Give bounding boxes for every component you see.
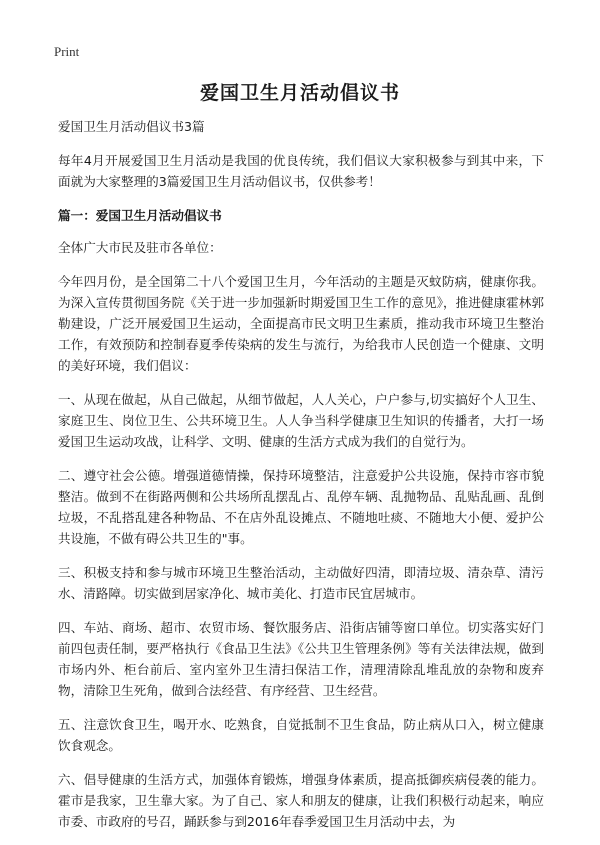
body-paragraph: 三、积极支持和参与城市环境卫生整治活动，主动做好四清，即清垃圾、清杂草、清污水、清路障。切实做到居家净化、城市美化、打造市民宜居城市。: [58, 565, 544, 601]
body-paragraph: 五、注意饮食卫生，喝开水、吃熟食，自觉抵制不卫生食品，防止病从口入，树立健康饮食观念。: [58, 717, 544, 753]
print-link[interactable]: Print: [54, 44, 80, 59]
body-paragraph: 今年四月份，是全国第二十八个爱国卫生月，今年活动的主题是灭蚊防病，健康你我。为深入宣传贯彻国务院《关于进一步加强新时期爱国卫生工作的意见》，推进健康霍林郭勒建设，广泛开展爱国卫生运动，全面提高市民文明卫生素质，推动我市环境卫生整治工作，有效预防和控制春夏季传染病的发生与流行，为给我市人民创造一个健康、文明的美好环境，我们倡议：: [58, 274, 544, 373]
body-paragraph: 一、从现在做起，从自己做起，从细节做起，人人关心，户户参与,切实搞好个人卫生、家庭卫生、岗位卫生、公共环境卫生。人人争当科学健康卫生知识的传播者，大打一场爱国卫生运动攻战，让科学、文明、健康的生活方式成为我们的自觉行为。: [58, 392, 544, 449]
document-subtitle: 爱国卫生月活动倡议书3篇: [58, 119, 205, 134]
document-body: [58, 116, 544, 845]
body-paragraph: 四、车站、商场、超市、农贸市场、餐饮服务店、沿街店铺等窗口单位。切实落实好门前四包责任制，要严格执行《食品卫生法》《公共卫生管理条例》等有关法律法规，做到市场内外、柜台前后、室内室外卫生清扫保洁工作，清理清除乱堆乱放的杂物和废弃物，清除卫生死角，做到合法经营、有序经营、卫生经营。: [58, 620, 544, 698]
section-heading: 篇一：爱国卫生月活动倡议书: [58, 208, 222, 223]
salutation: 全体广大市民及驻市各单位：: [58, 240, 222, 255]
body-paragraph: 二、遵守社会公德。增强道德情操，保持环境整洁，注意爱护公共设施，保持市容市貌整洁。做到不在街路两侧和公共场所乱摆乱占、乱停车辆、乱抛物品、乱贴乱画、乱倒垃圾，不乱搭乱建各种物品、不在店外乱设摊点、不随地吐痰、不随地大小便、爱护公共设施，不做有碍公共卫生的"事。: [58, 468, 544, 546]
intro-paragraph: 每年4月开展爱国卫生月活动是我国的优良传统，我们倡议大家积极参与到其中来，下面就为大家整理的3篇爱国卫生月活动倡议书，仅供参考！: [58, 153, 544, 189]
document-title: 爱国卫生月活动倡议书: [199, 82, 400, 104]
body-paragraph: 六、倡导健康的生活方式，加强体育锻炼，增强身体素质，提高抵御疾病侵袭的能力。霍市是我家，卫生靠大家。为了自己、家人和朋友的健康，让我们积极行动起来，响应市委、市政府的号召，踊跃参与到2016年春季爱国卫生月活动中去，为: [58, 772, 544, 829]
